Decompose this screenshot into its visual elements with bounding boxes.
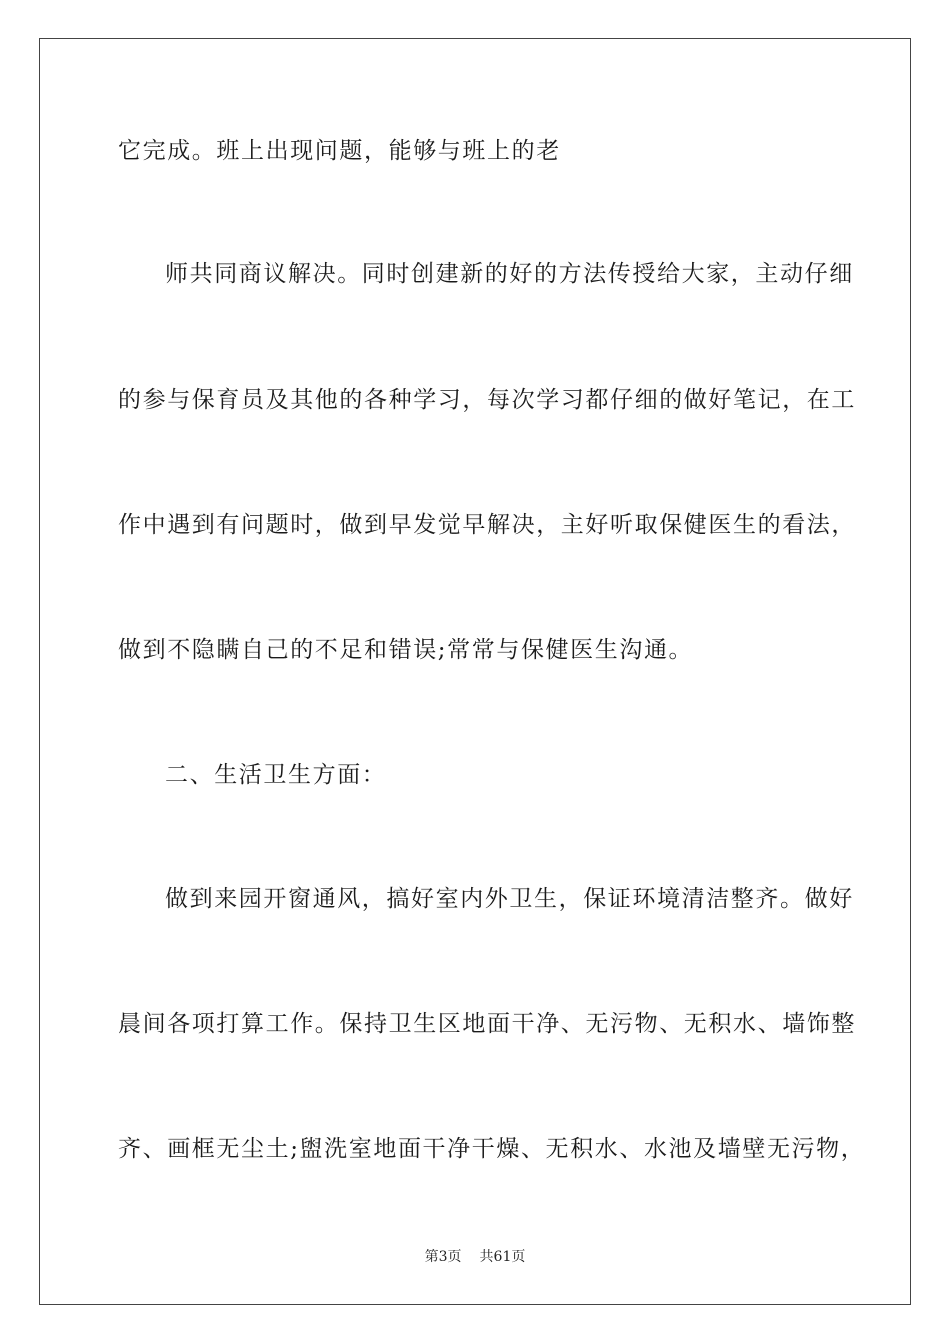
body-text-line-5: 做到不隐瞒自己的不足和错误;常常与保健医生沟通。 [118, 637, 694, 663]
body-text-line-4: 作中遇到有问题时，做到早发觉早解决，主好听取保健医生的看法， [118, 512, 856, 538]
page-number: 第3页 [424, 1249, 462, 1265]
body-text-line-6: 做到来园开窗通风，搞好室内外卫生，保证环境清洁整齐。做好 [165, 886, 854, 912]
page-footer [0, 1247, 950, 1267]
body-text-line-3: 的参与保育员及其他的各种学习，每次学习都仔细的做好笔记，在工 [118, 387, 856, 413]
page-total: 共61页 [479, 1249, 526, 1265]
body-text-line-8: 齐、画框无尘土;盥洗室地面干净干燥、无积水、水池及墙壁无污物， [118, 1136, 866, 1162]
page-border [39, 38, 911, 1305]
body-text-line-2: 师共同商议解决。同时创建新的好的方法传授给大家，主动仔细 [165, 261, 854, 287]
body-text-line-1: 它完成。班上出现问题，能够与班上的老 [118, 138, 561, 164]
body-text-line-7: 晨间各项打算工作。保持卫生区地面干净、无污物、无积水、墙饰整 [118, 1011, 856, 1037]
section-heading: 二、生活卫生方面： [165, 762, 387, 788]
